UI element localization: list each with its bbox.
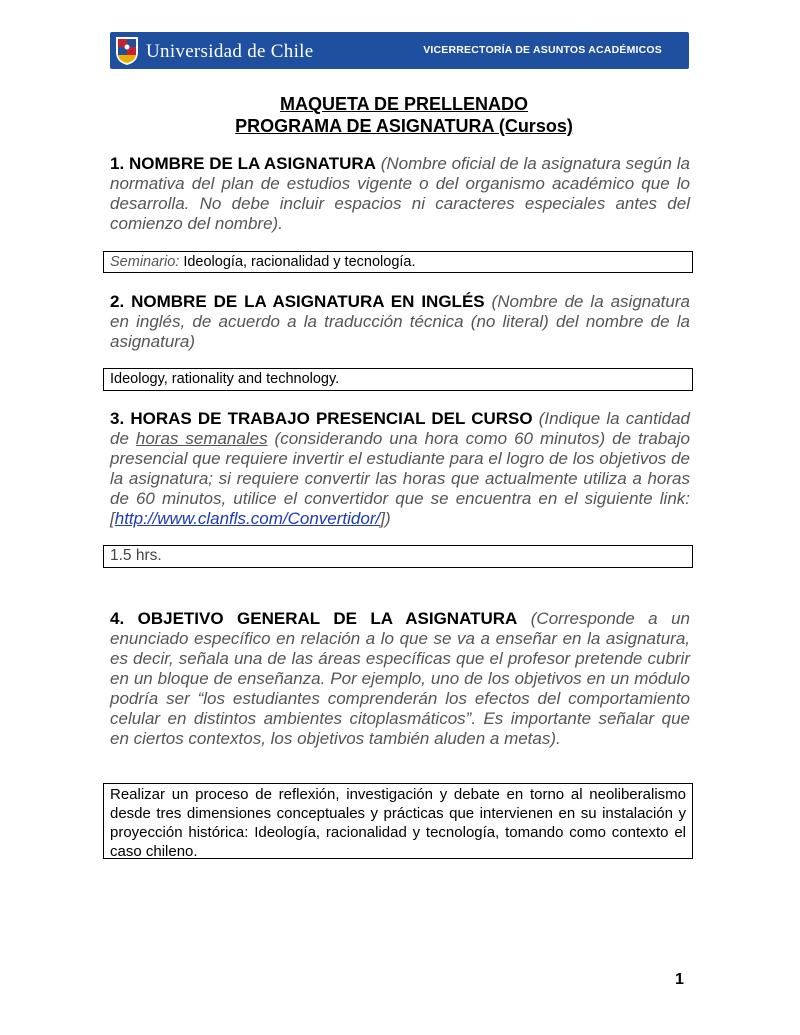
section-1-open-paren: ( xyxy=(375,154,387,173)
document-subtitle: PROGRAMA DE ASIGNATURA (Cursos) xyxy=(235,116,573,136)
section-3-desc-underlined: horas semanales xyxy=(135,429,268,448)
section-3-answer-box xyxy=(103,545,693,568)
section-2-open-paren: ( xyxy=(484,292,498,311)
section-3-heading: 3. HORAS DE TRABAJO PRESENCIAL DEL CURSO xyxy=(110,409,533,428)
university-name: Universidad de Chile xyxy=(146,41,314,62)
section-3-desc-after: (considerando una hora como 60 minutos) de trabajo presencial que requiere invertir el estudiante para el logro de los objetivos de la asignatura; si requiere convertir las horas que actualmente utiliza a horas de 60 minutos, utilice el convertidor que se encuentra en el siguiente link: [ xyxy=(110,429,690,528)
converter-link[interactable]: http://www.clanfls.com/Convertidor/ xyxy=(114,509,381,528)
section-1 xyxy=(110,154,690,234)
section-3 xyxy=(110,409,690,529)
section-1-answer-box xyxy=(103,251,693,273)
section-2-answer: Ideology, rationality and technology. xyxy=(110,371,340,387)
document-title: MAQUETA DE PRELLENADO xyxy=(279,94,528,114)
header-banner xyxy=(110,32,689,69)
office-name: VICERRECTORÍA DE ASUNTOS ACADÉMICOS xyxy=(423,44,662,56)
section-1-description: Nombre oficial de la asignatura según la normativa del plan de estudios vigente o del organismo académico que lo desarrolla. No debe incluir espacios ni caracteres especiales antes del comienzo del nombre). xyxy=(110,154,691,233)
section-4-heading: 4. OBJETIVO GENERAL DE LA ASIGNATURA xyxy=(110,609,518,628)
university-seal-icon xyxy=(114,35,140,66)
section-2 xyxy=(110,292,690,352)
section-2-answer-box xyxy=(103,368,693,391)
section-2-description: Nombre de la asignatura en inglés, de acuerdo a la traducción técnica (no literal) del nombre de la asignatura) xyxy=(110,292,690,351)
section-2-heading: 2. NOMBRE DE LA ASIGNATURA EN INGLÉS xyxy=(110,292,485,311)
section-1-answer-text: Ideología, racionalidad y tecnología. xyxy=(179,254,416,270)
section-4-description: (Corresponde a un enunciado específico en relación a lo que se va a enseñar en la asignatura, es decir, señala una de las áreas específicas que el profesor pretende cubrir en un bloque de enseñanza. Por ejemplo, uno de los objetivos en un módulo podría ser “los estudiantes comprenderán los efectos del comportamiento celular en distintos ambientes citoplasmáticos”. Es importante señalar que en ciertos contextos, los objetivos también aluden a metas). xyxy=(110,609,690,748)
section-3-answer: 1.5 hrs. xyxy=(110,547,162,564)
section-4-answer: Realizar un proceso de reflexión, investigación y debate en torno al neoliberalismo desde tres dimensiones conceptuales y prácticas que intervienen en su instalación y proyección histórica: Ideología, racionalidad y tecnología, tomando como contexto el caso chileno. xyxy=(110,786,686,860)
section-1-answer-lead: Seminario: xyxy=(110,254,180,270)
section-3-desc-before: (Indique la cantidad de xyxy=(110,409,690,448)
section-4 xyxy=(110,609,690,749)
section-3-desc-end: ]) xyxy=(380,509,391,528)
section-1-heading: 1. NOMBRE DE LA ASIGNATURA xyxy=(110,154,376,173)
page-number: 1 xyxy=(675,971,684,988)
section-4-answer-box xyxy=(103,783,693,859)
